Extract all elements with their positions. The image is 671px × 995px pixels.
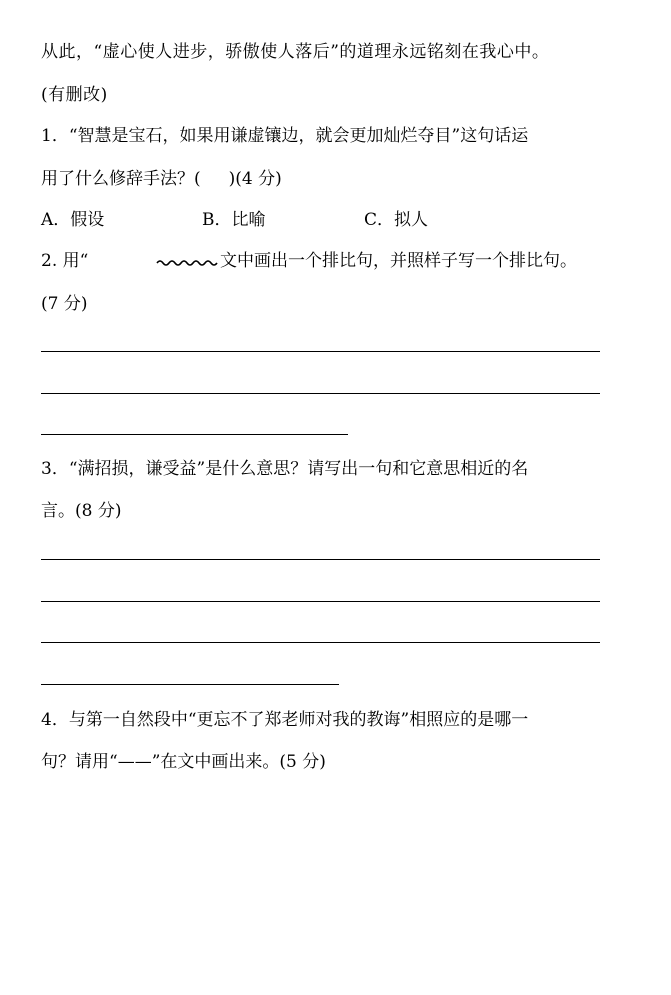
q1-option-a: A．假设 (41, 210, 105, 230)
q2-answer-line-1[interactable] (41, 351, 600, 352)
q3-answer-line-4[interactable] (41, 684, 339, 685)
q3-answer-line-3[interactable] (41, 642, 600, 643)
q2-answer-line-2[interactable] (41, 393, 600, 394)
q3-stem-line2: 言。(8 分) (41, 501, 122, 521)
q2-stem-line1-before: 2. 用“ (41, 251, 89, 271)
q3-answer-line-2[interactable] (41, 601, 600, 602)
q1-stem-after: )(4 分) (228, 169, 282, 189)
q1-option-b: B．比喻 (202, 210, 266, 230)
q3-answer-line-1[interactable] (41, 559, 600, 560)
source-note: (有删改) (41, 85, 108, 105)
q2-stem-line1-after: 文中画出一个排比句，并照样子写一个排比句。 (220, 251, 577, 271)
q2-score: (7 分) (41, 294, 88, 314)
passage-end-line: 从此，“虚心使人进步，骄傲使人落后”的道理永远铭刻在我心中。 (41, 42, 550, 62)
q4-stem-line1: 4．与第一自然段中“更忘不了郑老师对我的教诲”相照应的是哪一 (41, 710, 529, 730)
q3-stem-line1: 3．“满招损，谦受益”是什么意思？请写出一句和它意思相近的名 (41, 459, 529, 479)
wavy-underline-icon (156, 256, 218, 270)
q1-stem-line1: 1．“智慧是宝石，如果用谦虚镶边，就会更加灿烂夺目”这句话运 (41, 126, 529, 146)
q4-stem-line2: 句？请用“——”在文中画出来。(5 分) (41, 752, 326, 772)
q2-answer-line-3[interactable] (41, 434, 348, 435)
q1-stem-before: 用了什么修辞手法？( (41, 169, 201, 189)
q1-stem-line2 (41, 167, 282, 191)
q1-option-c: C．拟人 (364, 210, 429, 230)
